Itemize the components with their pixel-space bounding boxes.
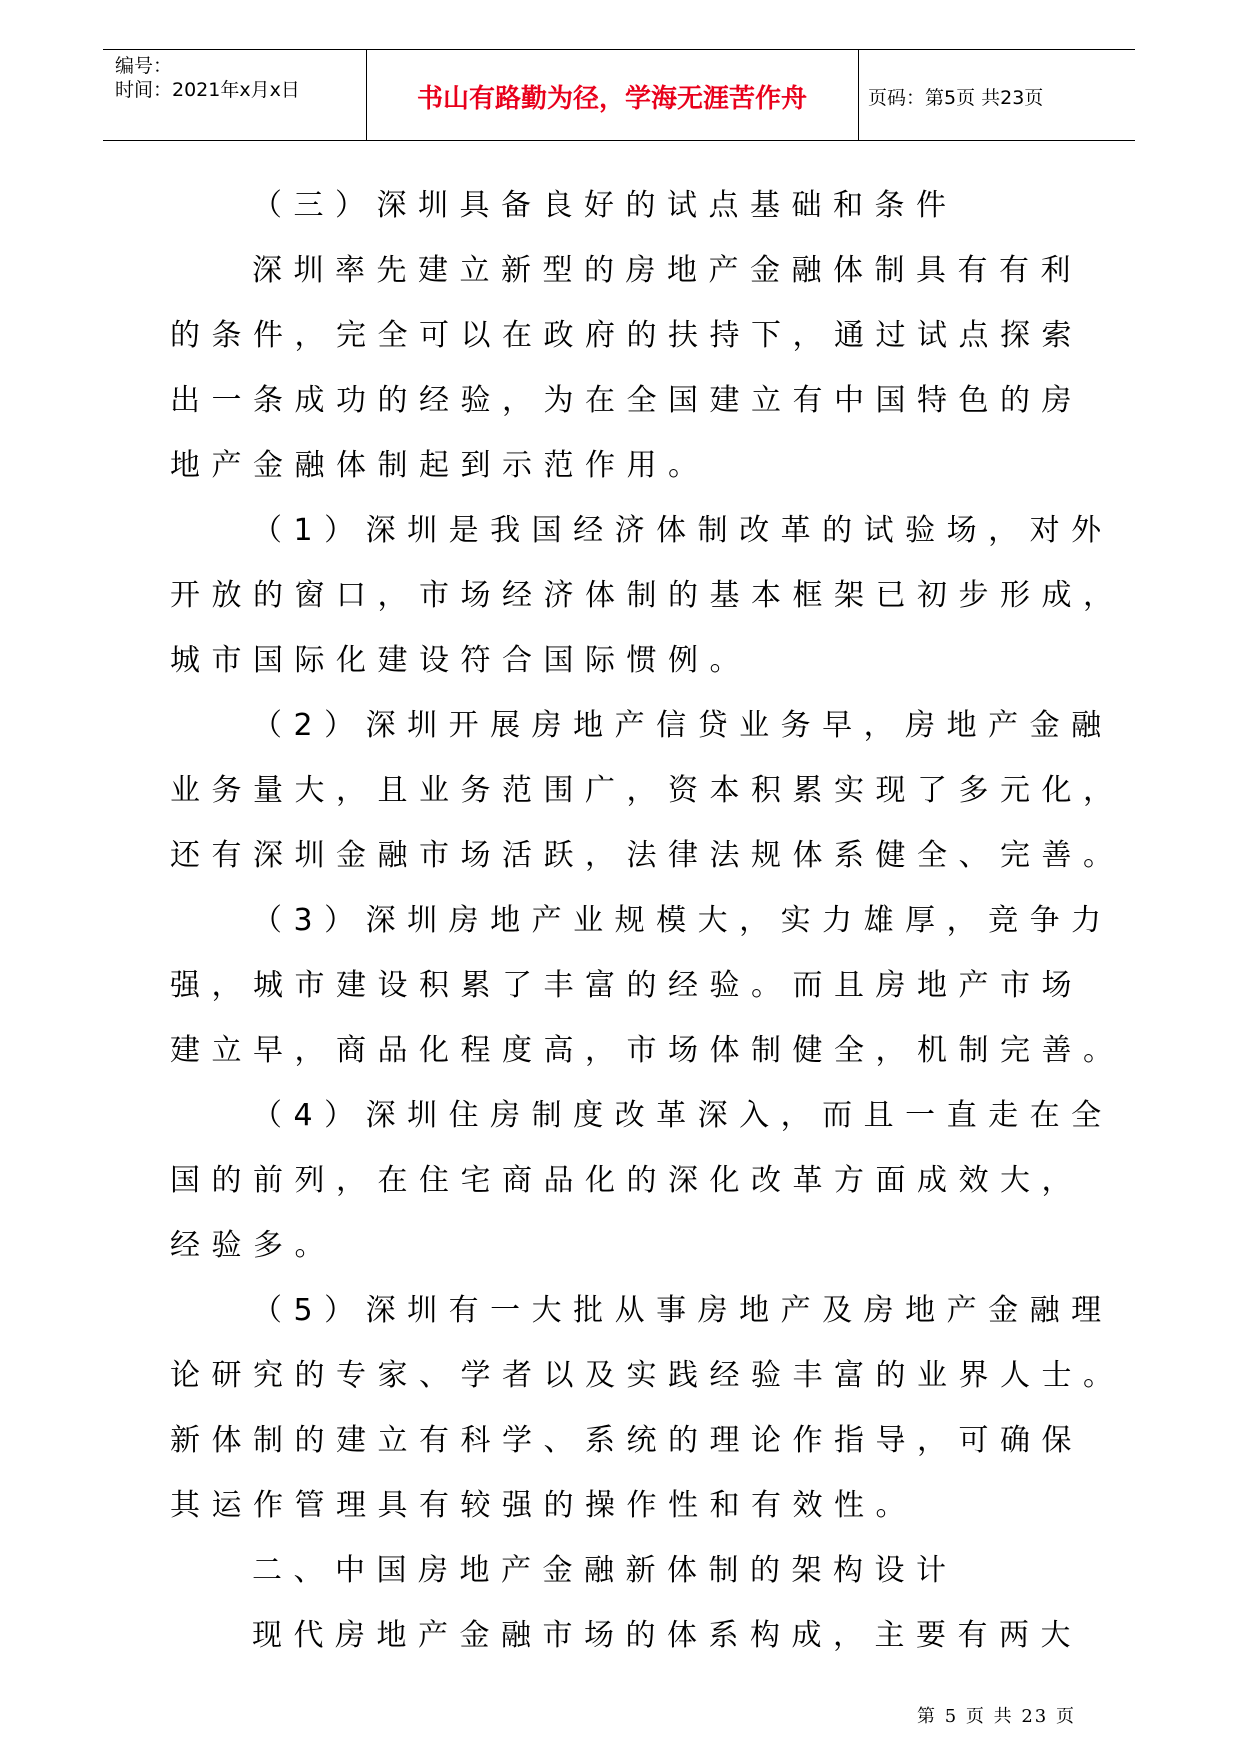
paragraph-line: 经验多。: [170, 1228, 336, 1263]
paragraph-line: （3）深圳房地产业规模大，实力雄厚，竞争力: [252, 903, 1113, 938]
paragraph-line: 出一条成功的经验，为在全国建立有中国特色的房: [170, 383, 1083, 418]
header-page-cell: [858, 50, 1135, 140]
paragraph-line: 地产金融体制起到示范作用。: [170, 448, 710, 483]
page-footer: 第 5 页 共 23 页: [917, 1706, 1076, 1727]
page-header: [103, 49, 1135, 141]
document-number-label: 编号：: [115, 55, 173, 77]
paragraph-line: 的条件，完全可以在政府的扶持下，通过试点探索: [170, 318, 1083, 353]
paragraph-line: 强，城市建设积累了丰富的经验。而且房地产市场: [170, 968, 1083, 1003]
header-motto: 书山有路勤为径，学海无涯苦作舟: [416, 84, 807, 114]
paragraph-line: （1）深圳是我国经济体制改革的试验场，对外: [252, 513, 1113, 548]
header-meta-cell: [103, 50, 367, 140]
paragraph-line: 国的前列，在住宅商品化的深化改革方面成效大，: [170, 1163, 1083, 1198]
paragraph-line: 还有深圳金融市场活跃，法律法规体系健全、完善。: [170, 838, 1125, 873]
document-time-label: 时间：2021年x月x日: [115, 79, 300, 101]
paragraph-line: （5）深圳有一大批从事房地产及房地产金融理: [252, 1293, 1113, 1328]
header-page-info: 页码：第5页 共23页: [868, 87, 1044, 109]
document-body: [170, 186, 1125, 1681]
paragraph-line: 建立早，商品化程度高，市场体制健全，机制完善。: [170, 1033, 1125, 1068]
paragraph-line: 现代房地产金融市场的体系构成，主要有两大: [252, 1618, 1082, 1653]
paragraph-line: （2）深圳开展房地产信贷业务早，房地产金融: [252, 708, 1113, 743]
paragraph-line: 新体制的建立有科学、系统的理论作指导，可确保: [170, 1423, 1083, 1458]
paragraph-line: 深圳率先建立新型的房地产金融体制具有有利: [252, 253, 1082, 288]
paragraph-line: 论研究的专家、学者以及实践经验丰富的业界人士。: [170, 1358, 1125, 1393]
paragraph-line: 业务量大，且业务范围广，资本积累实现了多元化，: [170, 773, 1125, 808]
paragraph-line: 开放的窗口，市场经济体制的基本框架已初步形成，: [170, 578, 1125, 613]
paragraph-line: （4）深圳住房制度改革深入，而且一直走在全: [252, 1098, 1113, 1133]
section-heading: （三）深圳具备良好的试点基础和条件: [252, 188, 958, 223]
section-heading: 二、中国房地产金融新体制的架构设计: [252, 1553, 958, 1588]
header-motto-cell: [366, 50, 859, 140]
paragraph-line: 其运作管理具有较强的操作性和有效性。: [170, 1488, 917, 1523]
paragraph-line: 城市国际化建设符合国际惯例。: [170, 643, 751, 678]
